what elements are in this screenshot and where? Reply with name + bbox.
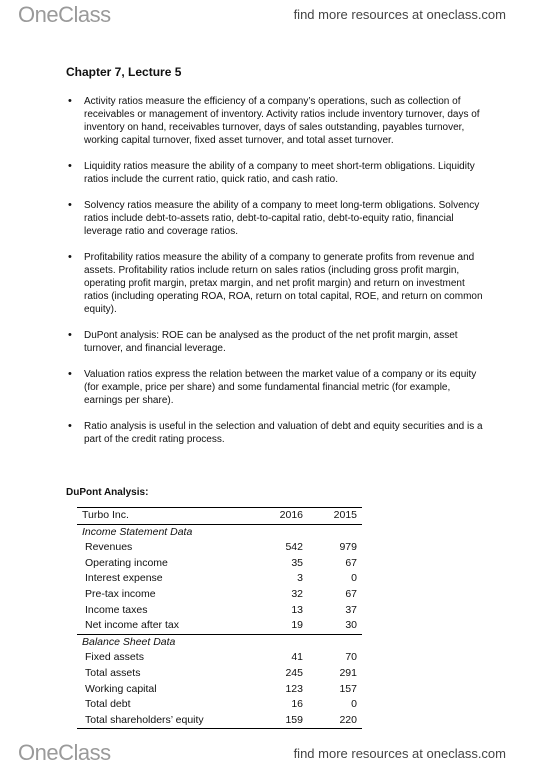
- row-label: Total shareholders’ equity: [85, 713, 204, 726]
- company-name-header: Turbo Inc.: [82, 509, 129, 521]
- value-2015: 157: [339, 682, 357, 695]
- value-2016: 13: [291, 603, 303, 616]
- bullet-liquidity-ratios: • Liquidity ratios measure the ability of a company to meet short-term obligations. Liquidity ratios include the current ratio, quick ratio, and cash ratio.: [66, 160, 486, 186]
- bullet-dupont-analysis: • DuPont analysis: ROE can be analysed as the product of the net profit margin, asset turnover, and financial leverage.: [66, 329, 486, 355]
- document-body: [66, 66, 486, 459]
- value-2016: 19: [291, 619, 303, 632]
- table-row: [77, 587, 362, 603]
- value-2015: 67: [345, 587, 357, 600]
- value-2016: 542: [285, 541, 303, 554]
- year-2015-header: 2015: [333, 509, 357, 521]
- table-row: [77, 603, 362, 619]
- value-2016: 3: [297, 572, 303, 585]
- page-title: Chapter 7, Lecture 5: [66, 65, 182, 79]
- value-2015: 70: [345, 651, 357, 664]
- value-2015: 979: [339, 541, 357, 554]
- row-label: Operating income: [85, 556, 168, 569]
- row-label: Interest expense: [85, 572, 163, 585]
- value-2016: 16: [291, 698, 303, 711]
- bullet-valuation-ratios: • Valuation ratios express the relation between the market value of a company or its equity (for example, price per share) and some fundamental financial metric (for example, earnings per share).: [66, 368, 486, 407]
- row-label: Revenues: [85, 541, 133, 554]
- value-2015: 0: [351, 572, 357, 585]
- financial-data-table: [77, 507, 362, 729]
- page-header: [0, 0, 544, 32]
- year-2016-header: 2016: [279, 509, 303, 521]
- table-row: [77, 666, 362, 682]
- value-2015: 30: [345, 619, 357, 632]
- bullet-profitability-ratios: • Profitability ratios measure the ability of a company to generate profits from revenue and assets. Profitability ratios include return on sales ratios (including gross profit margin, operating profit margin, pretax margin, and net profit margin) and return on investment ratios (including operating ROA, ROA, return on total capital, ROE, and return on common equity).: [66, 251, 486, 316]
- find-resources-link[interactable]: find more resources at oneclass.com: [293, 7, 506, 22]
- value-2016: 245: [285, 666, 303, 679]
- bullet-activity-ratios: • Activity ratios measure the efficiency of a company’s operations, such as collection of receivables or management of inventory. Activity ratios include inventory turnover, days of inventory on hand, receivables turnover, days of sales outstanding, payables turnover, working capital turnover, fixed asset turnover, and total asset turnover.: [66, 95, 486, 147]
- bullet-solvency-ratios: • Solvency ratios measure the ability of a company to meet long-term obligations. Solvency ratios include debt-to-assets ratio, debt-to-capital ratio, debt-to-equity ratio, financial leverage ratio and coverage ratios.: [66, 199, 486, 238]
- row-label: Net income after tax: [85, 619, 179, 632]
- page-footer: [0, 738, 544, 770]
- oneclass-logo[interactable]: OneClass: [18, 2, 111, 27]
- value-2015: 67: [345, 556, 357, 569]
- find-resources-link[interactable]: find more resources at oneclass.com: [293, 746, 506, 761]
- income-section-row: [77, 524, 362, 540]
- value-2016: 159: [285, 713, 303, 726]
- table-row: [77, 650, 362, 666]
- row-label: Fixed assets: [85, 651, 144, 664]
- row-label: Total assets: [85, 666, 141, 679]
- row-label: Working capital: [85, 682, 157, 695]
- row-label: Pre-tax income: [85, 587, 156, 600]
- bullet-list: [66, 95, 486, 446]
- table-row: [77, 682, 362, 698]
- table-row: [77, 571, 362, 587]
- value-2016: 41: [291, 651, 303, 664]
- value-2015: 0: [351, 698, 357, 711]
- value-2016: 32: [291, 587, 303, 600]
- value-2015: 220: [339, 713, 357, 726]
- table-row: [77, 713, 362, 729]
- balance-section-row: [77, 634, 362, 650]
- table-row: [77, 556, 362, 572]
- balance-section-label: Balance Sheet Data: [82, 635, 176, 648]
- row-label: Total debt: [85, 698, 131, 711]
- oneclass-logo[interactable]: OneClass: [18, 740, 111, 765]
- table-header-row: [77, 508, 362, 525]
- value-2016: 123: [285, 682, 303, 695]
- table-row: [77, 540, 362, 556]
- dupont-heading: DuPont Analysis:: [66, 487, 149, 498]
- value-2016: 35: [291, 556, 303, 569]
- table-row: [77, 697, 362, 713]
- bullet-ratio-analysis: • Ratio analysis is useful in the selection and valuation of debt and equity securities and is a part of the credit rating process.: [66, 420, 486, 446]
- table-row: [77, 618, 362, 634]
- income-section-label: Income Statement Data: [82, 525, 193, 538]
- row-label: Income taxes: [85, 603, 148, 616]
- value-2015: 37: [345, 603, 357, 616]
- value-2015: 291: [339, 666, 357, 679]
